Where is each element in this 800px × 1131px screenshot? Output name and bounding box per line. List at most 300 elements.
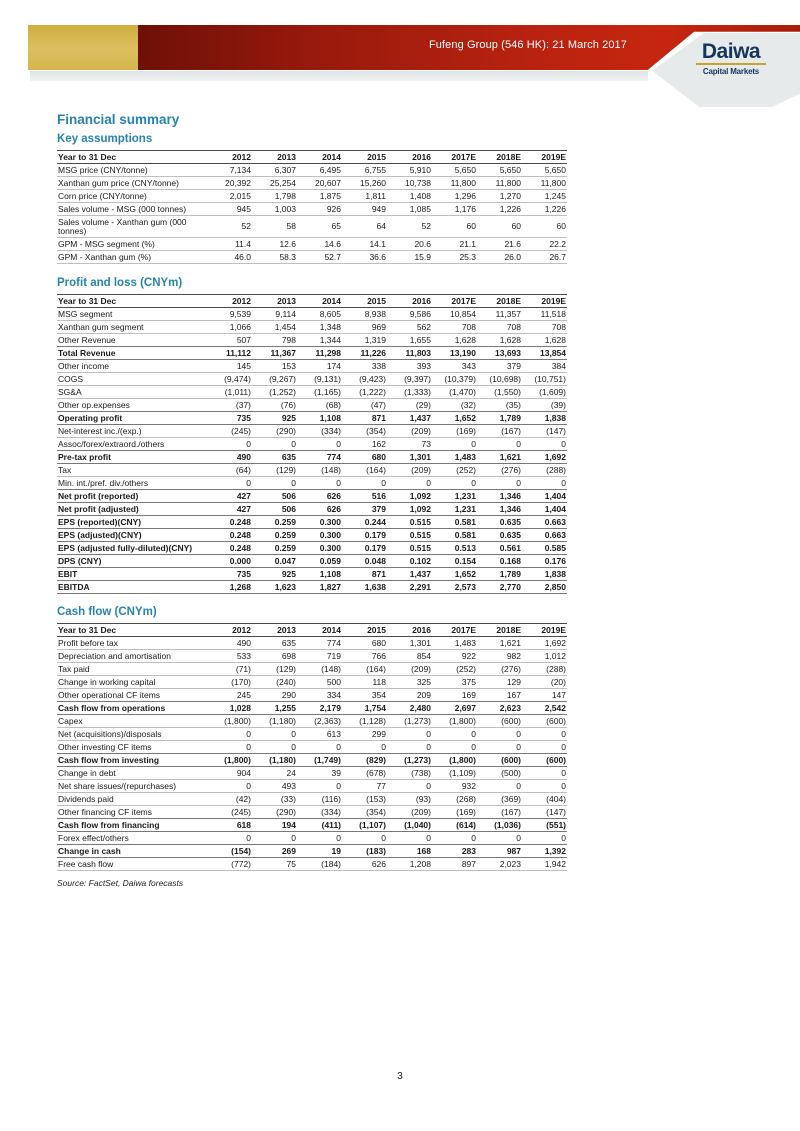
cell-value: 11,800 (522, 177, 567, 190)
cell-value: 493 (252, 780, 297, 793)
cell-value: 0 (252, 832, 297, 845)
cell-value: 0 (522, 832, 567, 845)
cell-value: 1,754 (342, 702, 387, 715)
cell-value: 9,539 (229, 308, 251, 319)
cell-value: (39) (522, 399, 567, 412)
cell-value: 26.0 (477, 251, 522, 264)
cell-value: 11,803 (387, 347, 432, 360)
cell-value: (600) (477, 754, 522, 767)
cell-value: 10,738 (387, 177, 432, 190)
cell-value: (164) (342, 464, 387, 477)
cell-value: 1,628 (432, 334, 477, 347)
cell-value: 299 (342, 728, 387, 741)
cell-value: 871 (342, 412, 387, 425)
cell-value: 0.248 (207, 529, 252, 542)
table-row (57, 702, 567, 715)
section-heading: Cash flow (CNYm) (57, 606, 157, 618)
row-label: Change in working capital (57, 676, 207, 689)
cell-value: 1,231 (432, 503, 477, 516)
cell-value: (276) (477, 663, 522, 676)
table-row (57, 216, 567, 238)
cell-value: (183) (342, 845, 387, 858)
cell-value: 0.581 (432, 529, 477, 542)
table-row (57, 529, 567, 542)
table-row (57, 503, 567, 516)
cell-value: (738) (387, 767, 432, 780)
cell-value: 2,291 (387, 581, 432, 594)
row-label: Sales volume - MSG (000 tonnes) (57, 203, 207, 216)
table-row (57, 490, 567, 503)
row-label: Xanthan gum price (CNY/tonne) (57, 177, 207, 190)
cell-value: 75 (252, 858, 297, 871)
cell-value: (32) (432, 399, 477, 412)
cell-value: 0.102 (387, 555, 432, 568)
column-header: 2012 (207, 624, 252, 637)
cell-value: 1,092 (387, 503, 432, 516)
cell-value: (9,397) (387, 373, 432, 386)
cell-value: (551) (522, 819, 567, 832)
table-header-row (57, 624, 567, 637)
cell-value: (116) (297, 793, 342, 806)
row-label: Operating profit (57, 412, 207, 425)
cell-value: 11,518 (540, 308, 566, 319)
cell-value: (9,131) (297, 373, 342, 386)
column-header: 2014 (297, 295, 342, 308)
column-header: 2017E (432, 624, 477, 637)
cell-value: (334) (297, 806, 342, 819)
cell-value: 1,245 (522, 190, 567, 203)
cell-value: 507 (207, 334, 252, 347)
table-row (57, 321, 567, 334)
cell-value: 11,112 (207, 347, 252, 360)
profit-and-loss-table (57, 294, 567, 594)
cell-value: 1,628 (522, 334, 567, 347)
row-label: Profit before tax (58, 637, 119, 648)
cell-value: 708 (522, 321, 567, 334)
cell-value: 680 (342, 451, 387, 464)
column-header: 2014 (297, 151, 342, 164)
table-row (57, 373, 567, 386)
cell-value: 0 (432, 832, 477, 845)
cell-value: (1,128) (342, 715, 387, 728)
row-label: EPS (reported)(CNY) (57, 516, 207, 529)
cell-value: 1,789 (477, 568, 522, 581)
cell-value: 5,910 (409, 164, 431, 175)
row-label: Cash flow from financing (57, 819, 207, 832)
cell-value: 766 (342, 650, 387, 663)
column-header: 2012 (207, 151, 252, 164)
cell-value: 21.6 (477, 238, 522, 251)
cell-value: 1,085 (387, 203, 432, 216)
cell-value: 0 (432, 741, 477, 754)
table-row (57, 845, 567, 858)
cell-value: 506 (252, 490, 297, 503)
table-row (57, 728, 567, 741)
daiwa-logo (693, 42, 769, 76)
cell-value: 1,092 (387, 490, 432, 503)
cell-value: 1,638 (342, 581, 387, 594)
cell-value: 932 (432, 780, 477, 793)
table-row (57, 451, 567, 464)
cell-value: 52 (387, 216, 432, 238)
table-row (57, 164, 567, 177)
section-profit-and-loss (57, 277, 567, 594)
cell-value: 0 (477, 741, 522, 754)
cell-value: 2,015 (207, 190, 252, 203)
cell-value: 635 (252, 451, 297, 464)
column-header: 2019E (522, 295, 567, 308)
cell-value: (500) (477, 767, 522, 780)
table-row (57, 793, 567, 806)
cell-value: 0.663 (522, 516, 567, 529)
column-header: 2018E (477, 151, 522, 164)
cell-value: 1,226 (477, 203, 522, 216)
cell-value: 15,260 (342, 177, 387, 190)
row-label: Corn price (CNY/tonne) (57, 190, 207, 203)
logo-subtitle: Capital Markets (702, 67, 760, 76)
cell-value: 427 (207, 503, 252, 516)
cell-value: 0 (477, 832, 522, 845)
cell-value: (411) (297, 819, 342, 832)
cell-value: 1,621 (477, 451, 522, 464)
row-label: Net profit (reported) (57, 490, 207, 503)
cell-value: 15.9 (387, 251, 432, 264)
cell-value: 0 (297, 780, 342, 793)
cell-value: (93) (387, 793, 432, 806)
cell-value: 1,319 (342, 334, 387, 347)
cell-value: 0.581 (432, 516, 477, 529)
table-row (57, 754, 567, 767)
cell-value: 1,692 (544, 637, 566, 648)
cell-value: 1,454 (252, 321, 297, 334)
cell-value: (1,180) (252, 754, 297, 767)
cell-value: (369) (477, 793, 522, 806)
cell-value: 0.585 (522, 542, 567, 555)
cell-value: 24 (252, 767, 297, 780)
column-header: 2017E (432, 295, 477, 308)
cell-value: 384 (522, 360, 567, 373)
column-header: 2015 (342, 624, 387, 637)
cell-value: 0 (342, 741, 387, 754)
section-key-assumptions (57, 133, 567, 264)
cell-value: 0 (387, 477, 432, 490)
section-heading: Key assumptions (57, 133, 153, 145)
cell-value: 1,483 (454, 637, 476, 648)
cell-value: (1,107) (342, 819, 387, 832)
cell-value: 1,255 (252, 702, 297, 715)
cell-value: 1,798 (252, 190, 297, 203)
cell-value: 719 (297, 650, 342, 663)
cell-value: 0 (432, 477, 477, 490)
cell-value: (167) (477, 806, 522, 819)
cell-value: 871 (342, 568, 387, 581)
cell-value: 338 (342, 360, 387, 373)
row-label: SG&A (57, 386, 207, 399)
cell-value: (154) (207, 845, 252, 858)
cell-value: 11,800 (432, 177, 477, 190)
cell-value: 0.300 (297, 529, 342, 542)
cell-value: 774 (297, 451, 342, 464)
cell-value: (33) (252, 793, 297, 806)
table-row (57, 581, 567, 594)
cell-value: 22.2 (522, 238, 567, 251)
cell-value: 0 (387, 832, 432, 845)
cell-value: 283 (432, 845, 477, 858)
table-row (57, 741, 567, 754)
cell-value: 1,404 (522, 490, 567, 503)
cell-value: (147) (522, 425, 567, 438)
cell-value: 118 (342, 676, 387, 689)
row-label: EPS (adjusted)(CNY) (57, 529, 207, 542)
column-header: 2012 (207, 295, 252, 308)
cell-value: 1,301 (409, 637, 431, 648)
cell-value: 0.154 (432, 555, 477, 568)
cell-value: 354 (342, 689, 387, 702)
cell-value: 533 (207, 650, 252, 663)
row-label: Free cash flow (57, 858, 207, 871)
cell-value: (1,040) (387, 819, 432, 832)
cell-value: 379 (477, 360, 522, 373)
cell-value: 618 (207, 819, 252, 832)
cell-value: 2,573 (432, 581, 477, 594)
cell-value: 1,348 (297, 321, 342, 334)
cell-value: 987 (477, 845, 522, 858)
cell-value: (252) (432, 663, 477, 676)
cell-value: 194 (252, 819, 297, 832)
table-row (57, 412, 567, 425)
cell-value: 0 (522, 741, 567, 754)
cell-value: 562 (387, 321, 432, 334)
cell-value: 1,875 (297, 190, 342, 203)
column-header: 2017E (432, 151, 477, 164)
row-label: Other investing CF items (57, 741, 207, 754)
row-label: EBIT (57, 568, 207, 581)
table-row (57, 516, 567, 529)
cell-value: 490 (207, 451, 252, 464)
cell-value: 0.059 (297, 555, 342, 568)
table-row (57, 819, 567, 832)
table-row (57, 767, 567, 780)
cell-value: 774 (326, 637, 341, 648)
column-header: 2014 (297, 624, 342, 637)
cell-value: (1,470) (432, 386, 477, 399)
cell-value: 0.300 (297, 542, 342, 555)
cell-value: 2,850 (522, 581, 567, 594)
cell-value: 11,800 (477, 177, 522, 190)
cell-value: 0 (522, 767, 567, 780)
cell-value: 925 (252, 412, 297, 425)
cell-value: 6,307 (274, 164, 296, 175)
cell-value: 0 (522, 780, 567, 793)
cell-value: 1,346 (477, 503, 522, 516)
cell-value: (10,379) (432, 373, 477, 386)
column-header: 2016 (387, 151, 432, 164)
cell-value: 635 (281, 637, 296, 648)
row-label: Capex (57, 715, 207, 728)
cell-value: 0.300 (297, 516, 342, 529)
cell-value: 506 (252, 503, 297, 516)
cell-value: 1,437 (387, 412, 432, 425)
row-label: Forex effect/others (57, 832, 207, 845)
cell-value: (1,800) (207, 754, 252, 767)
cell-value: 58 (252, 216, 297, 238)
table-row (57, 832, 567, 845)
cell-value: 516 (342, 490, 387, 503)
row-label: DPS (CNY) (57, 555, 207, 568)
cell-value: 0.515 (387, 516, 432, 529)
table-row (57, 555, 567, 568)
column-header: 2013 (252, 151, 297, 164)
cell-value: 708 (477, 321, 522, 334)
cell-value: (678) (342, 767, 387, 780)
cell-value: 129 (477, 676, 522, 689)
table-row (57, 203, 567, 216)
cell-value: (184) (297, 858, 342, 871)
cell-value: 0 (477, 477, 522, 490)
cell-value: 269 (252, 845, 297, 858)
section-heading: Profit and loss (CNYm) (57, 277, 183, 289)
cell-value: (9,423) (342, 373, 387, 386)
cell-value: 52.7 (297, 251, 342, 264)
cell-value: 0 (477, 780, 522, 793)
cell-value: (169) (432, 425, 477, 438)
cell-value: 1,838 (522, 568, 567, 581)
banner-shadow-strip (30, 71, 648, 81)
cell-value: 1,301 (387, 451, 432, 464)
table-row (57, 477, 567, 490)
cell-value: 0 (522, 438, 567, 451)
cell-value: 7,134 (229, 164, 251, 175)
cell-value: 0.179 (342, 542, 387, 555)
table-row (57, 689, 567, 702)
row-label: Other financing CF items (57, 806, 207, 819)
cell-value: (129) (252, 464, 297, 477)
table-row (57, 334, 567, 347)
cell-value: 0.663 (522, 529, 567, 542)
cell-value: 10,854 (450, 308, 476, 319)
cell-value: 1,003 (252, 203, 297, 216)
cell-value: 1,028 (207, 702, 252, 715)
cell-value: (42) (207, 793, 252, 806)
column-header: 2018E (477, 295, 522, 308)
column-header: 2013 (252, 295, 297, 308)
cell-value: 46.0 (207, 251, 252, 264)
cell-value: 626 (297, 490, 342, 503)
cell-value: 14.1 (342, 238, 387, 251)
cell-value: 13,693 (477, 347, 522, 360)
cell-value: 1,437 (387, 568, 432, 581)
cell-value: 0 (387, 728, 432, 741)
row-label: EPS (adjusted fully-diluted)(CNY) (57, 542, 207, 555)
cell-value: 21.1 (432, 238, 477, 251)
cell-value: 39 (297, 767, 342, 780)
cell-value: 20,392 (207, 177, 252, 190)
cell-value: (276) (477, 464, 522, 477)
cell-value: 25.3 (432, 251, 477, 264)
cell-value: (600) (522, 715, 567, 728)
cell-value: 0.259 (252, 529, 297, 542)
cell-value: 0.000 (207, 555, 252, 568)
cell-value: 0 (207, 477, 252, 490)
cell-value: 60 (522, 216, 567, 238)
cell-value: 500 (297, 676, 342, 689)
table-row (57, 190, 567, 203)
cell-value: 0 (342, 832, 387, 845)
table-row (57, 438, 567, 451)
cell-value: 1,838 (522, 412, 567, 425)
cell-value: 1,652 (432, 568, 477, 581)
cell-value: (1,333) (387, 386, 432, 399)
cell-value: 427 (207, 490, 252, 503)
cell-value: (1,800) (432, 715, 477, 728)
table-row (57, 464, 567, 477)
row-label: Assoc/forex/extraord./others (57, 438, 207, 451)
cell-value: 1,108 (297, 412, 342, 425)
table-row (57, 780, 567, 793)
column-header: 2016 (387, 624, 432, 637)
cell-value: 2,480 (387, 702, 432, 715)
cell-value: 1,652 (432, 412, 477, 425)
cell-value: 1,692 (522, 451, 567, 464)
cell-value: 0 (432, 438, 477, 451)
source-note: Source: FactSet, Daiwa forecasts (57, 878, 184, 888)
cell-value: 1,392 (522, 845, 567, 858)
cell-value: (1,550) (477, 386, 522, 399)
cell-value: (290) (252, 806, 297, 819)
cell-value: 0.561 (477, 542, 522, 555)
cell-value: 60 (432, 216, 477, 238)
row-label: COGS (57, 373, 207, 386)
row-label: Total Revenue (57, 347, 207, 360)
cell-value: 982 (477, 650, 522, 663)
row-label: GPM - Xanthan gum (%) (57, 251, 207, 264)
cell-value: 13,190 (432, 347, 477, 360)
cell-value: 626 (297, 503, 342, 516)
table-header-row (57, 295, 567, 308)
cell-value: 2,179 (297, 702, 342, 715)
cell-value: (64) (207, 464, 252, 477)
cell-value: (147) (522, 806, 567, 819)
cell-value: 1,346 (477, 490, 522, 503)
cell-value: 1,789 (477, 412, 522, 425)
cell-value: 0 (432, 728, 477, 741)
logo-underline (696, 63, 766, 65)
cell-value: 0 (297, 438, 342, 451)
cell-value: 897 (432, 858, 477, 871)
cell-value: 36.6 (342, 251, 387, 264)
cell-value: (614) (432, 819, 477, 832)
cell-value: 0.179 (342, 529, 387, 542)
cell-value: (148) (297, 663, 342, 676)
cell-value: 147 (522, 689, 567, 702)
cell-value: (10,751) (522, 373, 567, 386)
cell-value: (334) (297, 425, 342, 438)
cell-value: (153) (342, 793, 387, 806)
cell-value: 1,296 (432, 190, 477, 203)
cell-value: 0 (387, 741, 432, 754)
table-row (57, 425, 567, 438)
cell-value: 798 (252, 334, 297, 347)
cell-value: 2,023 (477, 858, 522, 871)
row-label: Net profit (adjusted) (57, 503, 207, 516)
cell-value: 169 (432, 689, 477, 702)
cell-value: 1,811 (342, 190, 387, 203)
cell-value: 0.515 (387, 529, 432, 542)
row-label: Other Revenue (57, 334, 207, 347)
cell-value: 6,755 (364, 164, 386, 175)
cell-value: 0 (522, 477, 567, 490)
cell-value: (1,800) (432, 754, 477, 767)
